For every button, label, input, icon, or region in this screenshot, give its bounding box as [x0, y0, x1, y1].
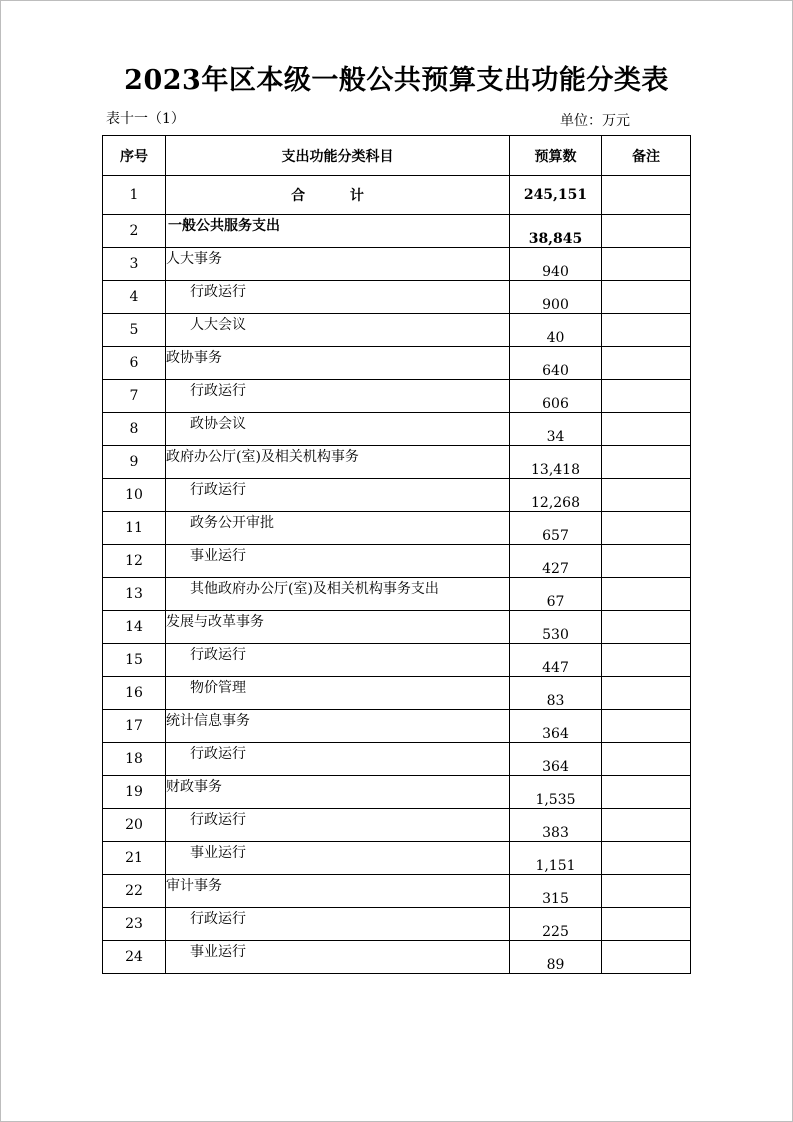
row-seq: 18: [103, 743, 166, 776]
row-seq: 23: [103, 908, 166, 941]
row-subject: 行政运行: [166, 380, 510, 413]
table-code: 表十一（1）: [106, 111, 185, 127]
row-subject: 行政运行: [166, 644, 510, 677]
header-subject: 支出功能分类科目: [166, 136, 510, 176]
row-amount: 364: [510, 743, 602, 776]
table-row: [103, 512, 691, 545]
table-row: [103, 776, 691, 809]
row-seq: 12: [103, 545, 166, 578]
unit-label: 单位：万元: [560, 113, 630, 129]
row-subject: 发展与改革事务: [166, 611, 510, 644]
table-row: [103, 743, 691, 776]
table-row: [103, 380, 691, 413]
row-amount: 447: [510, 644, 602, 677]
table-row: [103, 677, 691, 710]
row-seq: 17: [103, 710, 166, 743]
row-amount: 364: [510, 710, 602, 743]
row-note: [602, 446, 691, 479]
table-row: [103, 215, 691, 248]
row-note: [602, 248, 691, 281]
table-row: [103, 941, 691, 974]
row-note: [602, 479, 691, 512]
row-seq: 2: [103, 215, 166, 248]
row-note: [602, 176, 691, 215]
row-note: [602, 611, 691, 644]
row-note: [602, 677, 691, 710]
row-amount: 38,845: [510, 215, 602, 248]
row-seq: 7: [103, 380, 166, 413]
row-seq: 3: [103, 248, 166, 281]
table-row: [103, 413, 691, 446]
row-amount: 900: [510, 281, 602, 314]
table-row: [103, 281, 691, 314]
row-amount: 1,151: [510, 842, 602, 875]
row-seq: 9: [103, 446, 166, 479]
row-note: [602, 578, 691, 611]
row-amount: 34: [510, 413, 602, 446]
header-note: 备注: [602, 136, 691, 176]
row-note: [602, 545, 691, 578]
row-amount: 1,535: [510, 776, 602, 809]
row-subject: 合 计: [166, 176, 510, 215]
row-note: [602, 908, 691, 941]
row-seq: 24: [103, 941, 166, 974]
row-subject: 政府办公厅(室)及相关机构事务: [166, 446, 510, 479]
table-row: [103, 875, 691, 908]
row-subject: 政协事务: [166, 347, 510, 380]
row-amount: 40: [510, 314, 602, 347]
row-seq: 19: [103, 776, 166, 809]
row-amount: 225: [510, 908, 602, 941]
row-amount: 12,268: [510, 479, 602, 512]
row-seq: 13: [103, 578, 166, 611]
row-seq: 6: [103, 347, 166, 380]
row-note: [602, 347, 691, 380]
row-note: [602, 842, 691, 875]
table-row: [103, 644, 691, 677]
row-note: [602, 215, 691, 248]
row-seq: 11: [103, 512, 166, 545]
row-amount: 640: [510, 347, 602, 380]
row-seq: 8: [103, 413, 166, 446]
row-subject: 财政事务: [166, 776, 510, 809]
header-seq: 序号: [103, 136, 166, 176]
row-seq: 21: [103, 842, 166, 875]
row-note: [602, 512, 691, 545]
row-amount: 13,418: [510, 446, 602, 479]
row-subject: 行政运行: [166, 281, 510, 314]
table-row: [103, 347, 691, 380]
row-seq: 16: [103, 677, 166, 710]
row-amount: 940: [510, 248, 602, 281]
row-subject: 行政运行: [166, 479, 510, 512]
row-subject: 一般公共服务支出: [166, 215, 510, 248]
row-note: [602, 743, 691, 776]
row-seq: 10: [103, 479, 166, 512]
row-note: [602, 776, 691, 809]
table-row: [103, 314, 691, 347]
table-row: [103, 248, 691, 281]
row-note: [602, 314, 691, 347]
table-header-row: [103, 136, 691, 176]
row-note: [602, 941, 691, 974]
row-subject: 事业运行: [166, 842, 510, 875]
row-seq: 20: [103, 809, 166, 842]
table-row: [103, 842, 691, 875]
page-title: 2023年区本级一般公共预算支出功能分类表: [124, 65, 669, 96]
row-amount: 315: [510, 875, 602, 908]
row-note: [602, 281, 691, 314]
table-row-total: [103, 176, 691, 215]
row-note: [602, 710, 691, 743]
row-subject: 人大会议: [166, 314, 510, 347]
row-seq: 22: [103, 875, 166, 908]
row-amount: 606: [510, 380, 602, 413]
table-row: [103, 710, 691, 743]
row-subject: 统计信息事务: [166, 710, 510, 743]
row-subject: 政协会议: [166, 413, 510, 446]
row-note: [602, 809, 691, 842]
row-subject: 物价管理: [166, 677, 510, 710]
table-row: [103, 908, 691, 941]
row-seq: 4: [103, 281, 166, 314]
row-subject: 事业运行: [166, 941, 510, 974]
row-seq: 15: [103, 644, 166, 677]
row-amount: 245,151: [510, 176, 602, 215]
table-body: [103, 176, 691, 974]
row-subject: 事业运行: [166, 545, 510, 578]
table-row: [103, 446, 691, 479]
table-row: [103, 578, 691, 611]
row-note: [602, 413, 691, 446]
row-subject: 行政运行: [166, 809, 510, 842]
row-seq: 1: [103, 176, 166, 215]
row-amount: 67: [510, 578, 602, 611]
budget-table: [102, 135, 691, 974]
row-subject: 审计事务: [166, 875, 510, 908]
row-subject: 其他政府办公厅(室)及相关机构事务支出: [166, 578, 510, 611]
row-amount: 89: [510, 941, 602, 974]
row-amount: 427: [510, 545, 602, 578]
table-row: [103, 479, 691, 512]
row-note: [602, 875, 691, 908]
row-subject: 行政运行: [166, 908, 510, 941]
row-amount: 530: [510, 611, 602, 644]
row-subject: 政务公开审批: [166, 512, 510, 545]
header-amount: 预算数: [510, 136, 602, 176]
row-note: [602, 644, 691, 677]
table-row: [103, 545, 691, 578]
table-row: [103, 809, 691, 842]
row-subject: 行政运行: [166, 743, 510, 776]
row-amount: 383: [510, 809, 602, 842]
row-amount: 83: [510, 677, 602, 710]
row-amount: 657: [510, 512, 602, 545]
table-row: [103, 611, 691, 644]
row-seq: 5: [103, 314, 166, 347]
row-subject: 人大事务: [166, 248, 510, 281]
row-note: [602, 380, 691, 413]
row-seq: 14: [103, 611, 166, 644]
